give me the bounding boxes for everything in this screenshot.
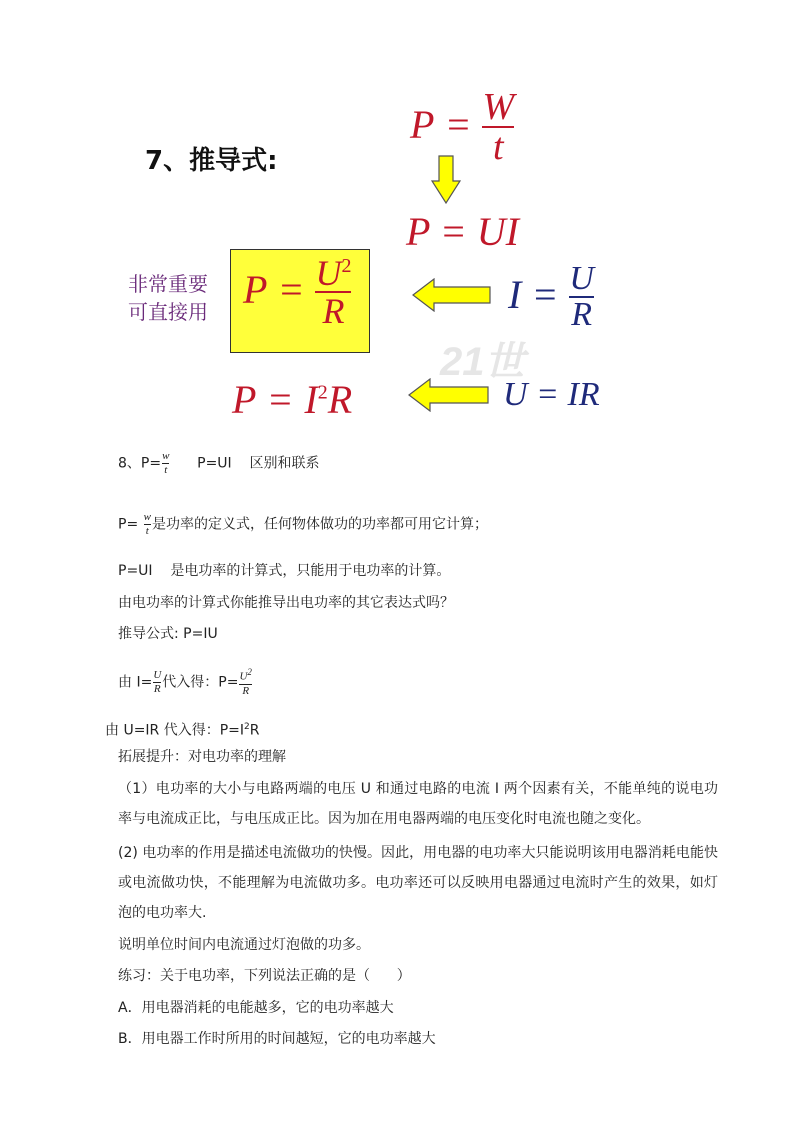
left-arrow-icon xyxy=(408,378,490,412)
derive-line: 推导公式: P=IU xyxy=(118,626,218,642)
explain-line: 说明单位时间内电流通过灯泡做的功多。 xyxy=(118,937,370,953)
item-8: 8、P= $\frac{w}{t}$ P=UI 区别和联系 xyxy=(118,450,320,476)
important-note: 非常重要 可直接用 xyxy=(128,272,208,324)
formula-p-ui: P = UI xyxy=(406,209,519,254)
exercise-line: 练习：关于电功率，下列说法正确的是（ ） xyxy=(118,968,411,984)
left-arrow-icon xyxy=(412,278,492,312)
substitution-1: 由 I= $\frac{U}{R}$ 代入得：P= $\frac{U^2}{R}$ xyxy=(118,667,252,697)
definition-line: P= $\frac{w}{t}$ 是功率的定义式，任何物体做功的功率都可用它计算； xyxy=(118,511,488,537)
down-arrow-icon xyxy=(431,155,461,205)
option-a: A．用电器消耗的电能越多，它的电功率越大 xyxy=(118,1000,394,1016)
formula-ohms-law-voltage: U = IR xyxy=(503,376,600,413)
formula-ohms-law-current: I = $\frac{U}{R}$ xyxy=(508,260,594,333)
extension-title: 拓展提升：对电功率的理解 xyxy=(118,749,286,765)
paragraph-1: （1）电功率的大小与电路两端的电压 U 和通过电路的电流 I 两个因素有关，不能单纯的说电功率与电流成正比，与电压成正比。因为加在用电器两端的电压变化时电流也随之变化。 xyxy=(118,781,718,827)
formula-definition: P = $\frac{W}{t}$ xyxy=(410,86,515,168)
paragraph-2: (2) 电功率的作用是描述电流做功的快慢。因此，用电器的电功率大只能说明该用电器消耗电能快或电流做功快，不能理解为电流做功多。电功率还可以反映用电器通过电流时产生的效果，如灯泡的电功率大. xyxy=(118,845,718,921)
substitution-2: 由 U=IR 代入得：$P=I^2R$ xyxy=(105,722,260,739)
formula-i-squared-r: $P = I^2R$ xyxy=(232,377,353,422)
question-line: 由电功率的计算式你能推导出电功率的其它表达式吗？ xyxy=(118,595,454,611)
watermark-logo: 21世 xyxy=(440,340,525,384)
p-ui-line: P=UI 是电功率的计算式，只能用于电功率的计算。 xyxy=(118,563,451,579)
option-b: B．用电器工作时所用的时间越短，它的电功率越大 xyxy=(118,1031,436,1047)
slide-heading: 7、推导式: xyxy=(145,146,278,176)
formula-u-squared-over-r: P = $\frac{U^2}{R}$ xyxy=(243,253,352,331)
